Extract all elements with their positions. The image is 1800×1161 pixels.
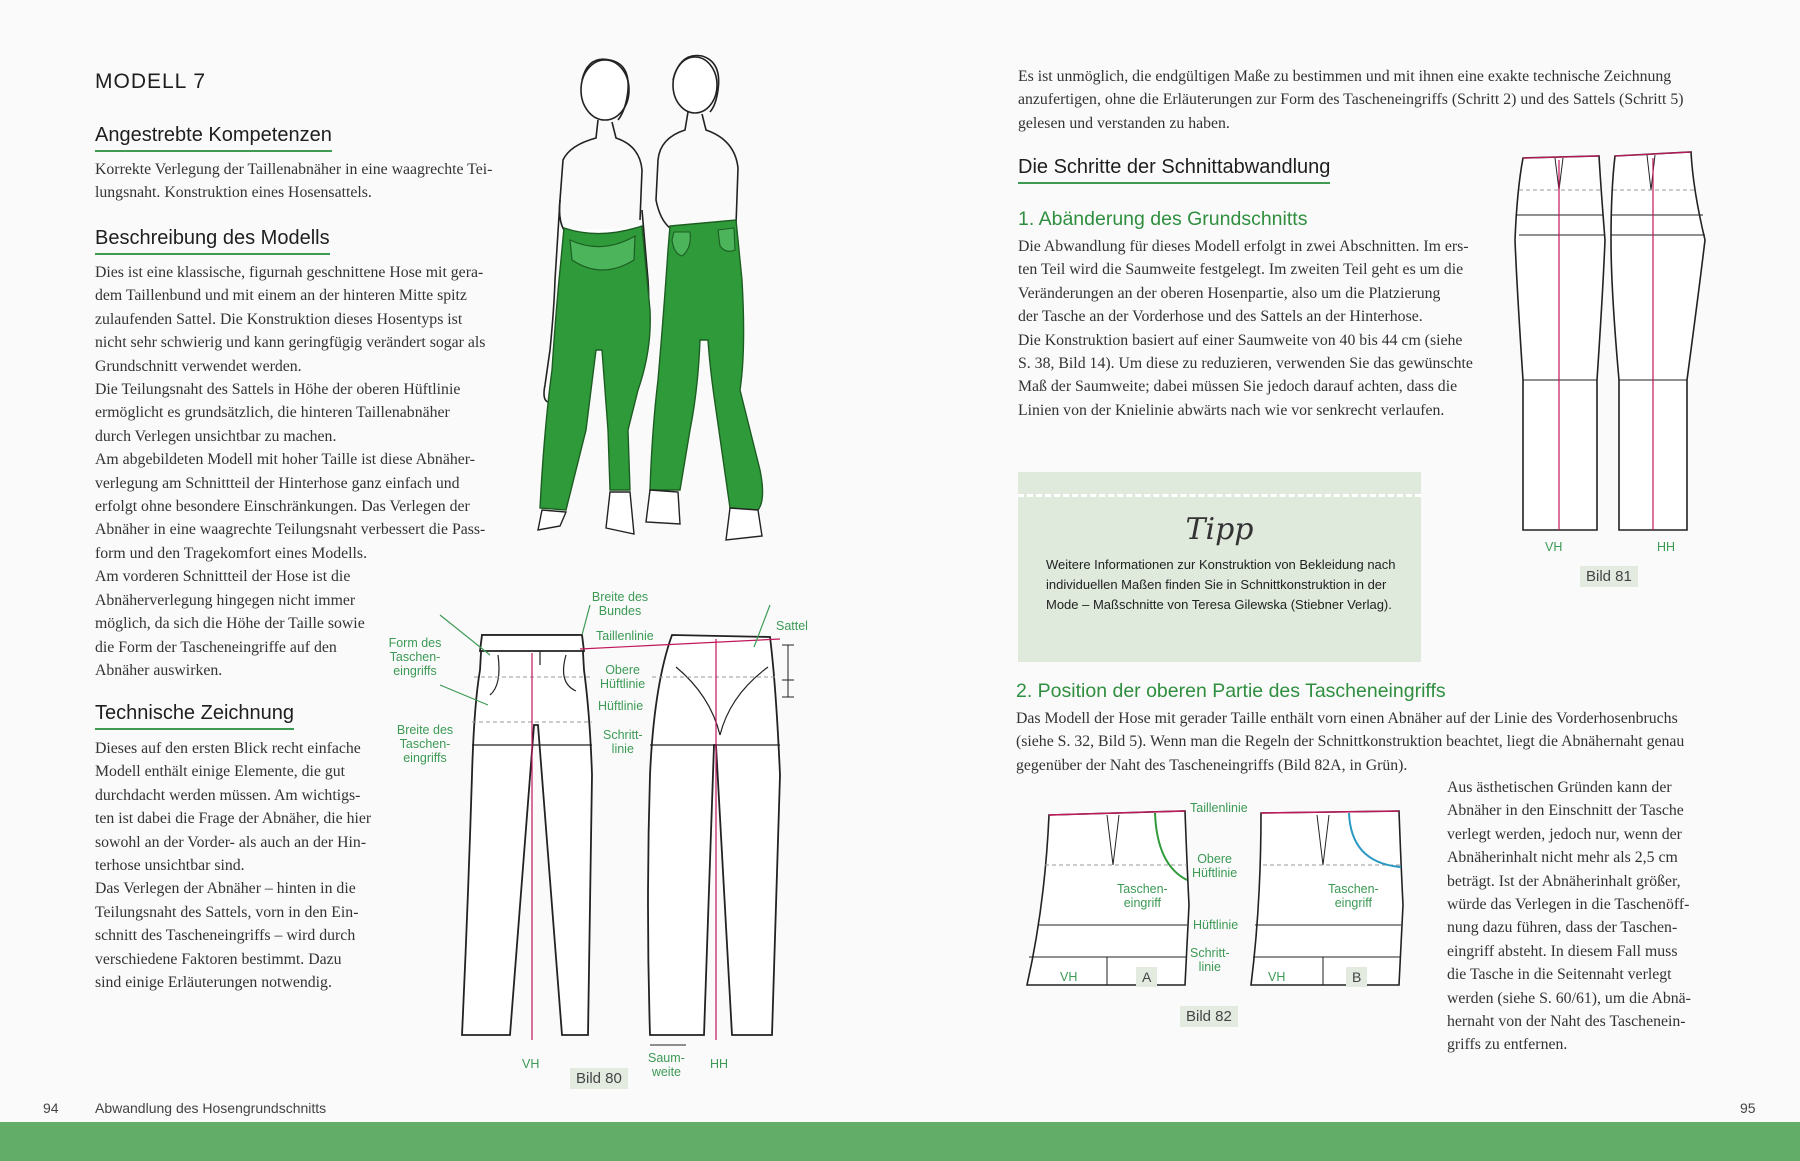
step-2-side-text: Aus ästhetischen Gründen kann der Abnäher in den Einschnitt der Tasche verlegt werden, jedoch nur, wenn der Abnäherinhalt nicht mehr als 2,5 cm beträgt. Ist der Abnäherinhalt größer, würde das Verlegen in die Taschenöff- nung dazu führen, dass der Taschen- eingriff absteht. In diesem Fall muss die Tasche in die Seitennaht verlegt werden (siehe S. 60/61), um die Abnä- hernaht von der Naht des Taschenein- griffs zu entfernen. [1447, 779, 1691, 1054]
label-saumweite: Saum- weite [648, 1051, 685, 1079]
label-hueftlinie-82: Hüftlinie [1193, 918, 1239, 932]
label-breite-des-tascheneingriffs: Breite des Taschen- eingriffs [396, 723, 454, 765]
label-a: A [1136, 967, 1157, 987]
step-2-text: Das Modell der Hose mit gerader Taille enthält vorn einen Abnäher auf der Linie des Vorderhosenbruchs (siehe S. 32, Bild 5). Wenn man die Regeln der Schnittkonstruktion beachtet, liegt die Abnähernaht genau gegenüber der Naht des Tascheneingriffs (Bild 82A, in Grün). [1016, 710, 1685, 774]
caption-bild-82: Bild 82 [1180, 1006, 1238, 1027]
intro-text: Es ist unmöglich, die endgültigen Maße zu bestimmen und mit ihnen eine exakte technische Zeichnung anzufertigen, ohne die Erläuterungen zur Form des Tascheneingriffs (Schritt 2) und des Sattels (Schritt 5) gelesen und verstanden zu haben. [1018, 68, 1684, 132]
heading-beschreibung: Beschreibung des Modells [95, 227, 330, 255]
label-taillenlinie-80: Taillenlinie [596, 629, 654, 643]
model-illustration [530, 50, 790, 560]
label-schrittlinie-80: Schritt- linie [603, 728, 643, 756]
label-vh-82a: VH [1060, 970, 1078, 984]
kompetenzen-text: Korrekte Verlegung der Taillenabnäher in eine waagrechte Tei- lungsnaht. Konstruktion eines Hosensattels. [95, 161, 493, 202]
page-number-right: 95 [1740, 1100, 1756, 1116]
label-schrittlinie-82: Schritt- linie [1190, 946, 1230, 974]
technisch-text: Dieses auf den ersten Blick recht einfache Modell enthält einige Elemente, die gut durchdacht werden müssen. Am wichtigs- ten ist dabei die Frage der Abnäher, die hier sowohl an der Vorder- als auch an der Hin- terhose unsichtbar sind. Das Verlegen der Abnäher – hinten in die Teilungsnaht des Sattels, vorn in den Ein- schnitt des Tascheneingriffs – wird durch verschiedene Faktoren bestimmt. Dazu sind einige Erläuterungen notwendig. [95, 740, 372, 992]
footer-bar [0, 1122, 1800, 1161]
label-b: B [1346, 967, 1367, 987]
model-title: MODELL 7 [95, 70, 207, 93]
label-vh-82b: VH [1268, 970, 1286, 984]
label-hueftlinie-80: Hüftlinie [598, 699, 644, 713]
label-obere-hueftlinie-80: Obere Hüftlinie [600, 663, 646, 691]
label-sattel: Sattel [776, 619, 808, 633]
figure-81-drawing [1515, 150, 1725, 535]
heading-kompetenzen: Angestrebte Kompetenzen [95, 124, 332, 152]
heading-step-1: 1. Abänderung des Grundschnitts [1018, 208, 1308, 230]
heading-step-2: 2. Position der oberen Partie des Tascheneingriffs [1016, 680, 1446, 702]
label-tascheneingriff-a: Taschen- eingriff [1117, 882, 1168, 910]
heading-schritte: Die Schritte der Schnittabwandlung [1018, 156, 1330, 184]
label-hh-81: HH [1657, 540, 1676, 554]
heading-technisch: Technische Zeichnung [95, 702, 294, 730]
caption-bild-81: Bild 81 [1580, 566, 1638, 587]
label-form-des-tascheneingriffs: Form des Taschen- eingriffs [388, 636, 442, 678]
tip-dash [1018, 494, 1421, 497]
label-vh-81: VH [1545, 540, 1563, 554]
label-obere-hueftlinie-82: Obere Hüftlinie [1192, 852, 1238, 880]
label-tascheneingriff-b: Taschen- eingriff [1328, 882, 1379, 910]
front-view-pants [650, 220, 763, 510]
label-vh-80: VH [522, 1057, 540, 1071]
beschreibung-text: Dies ist eine klassische, figurnah geschnittene Hose mit gera- dem Taillenbund und mit einem an der hinteren Mitte spitz zulaufenden Sattel. Die Konstruktion dieses Hosentyps ist nicht sehr schwierig und kann geringfügig verändert sogar als Grundschnitt verwendet werden. Die Teilungsnaht des Sattels in Höhe der oberen Hüftlinie ermöglicht es grundsätzlich, die hinteren Taillenabnäher durch Verlegen unsichtbar zu machen. Am abgebildeten Modell mit hoher Taille ist diese Abnäher- verlegung am Schnittteil der Hinterhose ganz einfach und erfolgt ohne besondere Einschränkungen. Das Verlegen der Abnäher in eine waagrechte Teilungsnaht verbessert die Pass- form und den Tragekomfort eines Modells. Am vorderen Schnittteil der Hose ist die Abnäherverlegung hingegen nicht immer möglich, da sich die Höhe der Taille sowie die Form der Tascheneingriffe auf den Abnäher auswirken. [95, 264, 486, 679]
tip-box [1018, 472, 1421, 662]
tip-text: Weitere Informationen zur Konstruktion von Bekleidung nach individuellen Maßen finden Sie in Schnittkonstruktion in der Mode – Maßschnitte von Teresa Gilewska (Stiebner Verlag). [1046, 557, 1396, 612]
caption-bild-80: Bild 80 [570, 1068, 628, 1089]
chapter-title: Abwandlung des Hosengrundschnitts [95, 1100, 327, 1116]
step-1-text: Die Abwandlung für dieses Modell erfolgt in zwei Abschnitten. Im ers- ten Teil wird die Saumweite festgelegt. Im zweiten Teil geht es um die Veränderungen an der oberen Hosenpartie, also um die Platzierung der Tasche an der Vorderhose und des Sattels an der Hinterhose. Die Konstruktion basiert auf einer Saumweite von 40 bis 44 cm (siehe S. 38, Bild 14). Um diese zu reduzieren, verwenden Sie das gewünschte Maß der Saumweite; dabei müssen Sie jedoch darauf achten, dass die Linien von der Knielinie abwärts nach wie vor senkrecht verlaufen. [1018, 238, 1473, 419]
label-taillenlinie-82: Taillenlinie [1190, 801, 1248, 815]
label-hh-80: HH [710, 1057, 729, 1071]
page-number-left: 94 [43, 1100, 59, 1116]
label-breite-des-bundes: Breite des Bundes [591, 590, 649, 618]
tip-title: Tipp [1185, 512, 1254, 547]
